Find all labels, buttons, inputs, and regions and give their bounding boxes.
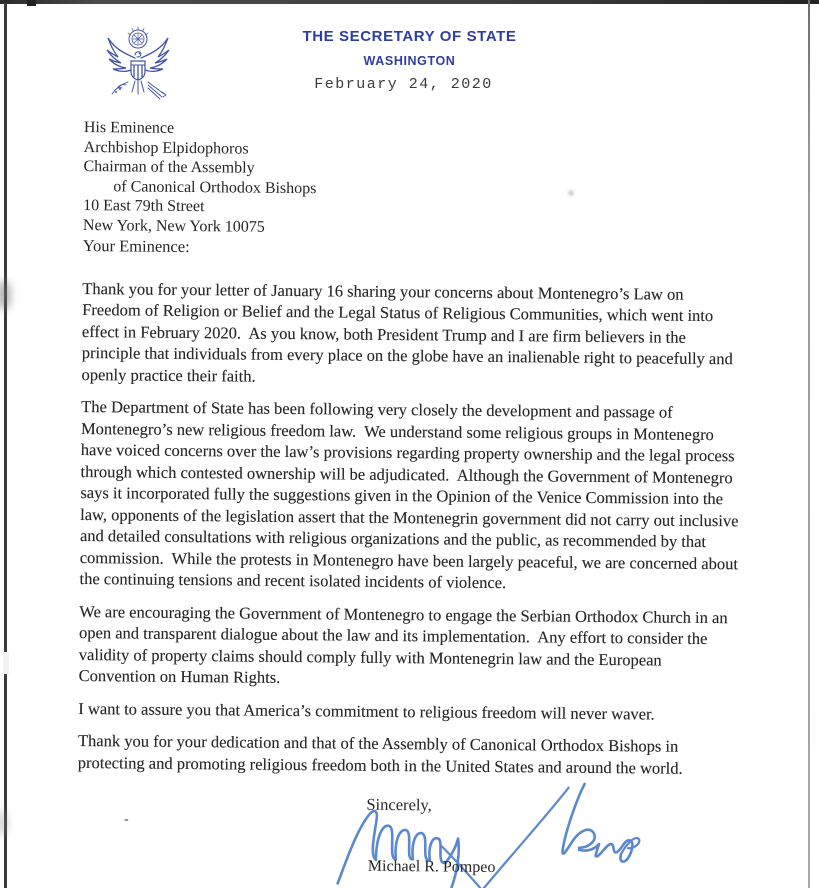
recipient-line: of Canonical Orthodox Bishops: [113, 177, 317, 197]
typed-signature-name: Michael R. Pompeo: [367, 857, 496, 876]
letterhead: [0, 28, 819, 93]
body-paragraph: The Department of State has been following very closely the development and passage of Montenegro’s new religious freedom law. We understand some religious groups in Montenegro have voiced concerns over the law’s provisions regarding property ownership and the legal process through which contested ownership will be adjudicated. Although the Government of Montenegro says it incorporated fully the suggestions given in the Opinion of the Venice Commission into the law, opponents of the legislation assert that the Montenegrin government did not carry out inclusive and detailed consultations with religious organizations and the public, as recommended by that commission. While the protests in Montenegro have been largely peaceful, we are concerned about the continuing tensions and recent isolated incidents of violence.: [79, 396, 743, 593]
letterhead-title: THE SECRETARY OF STATE: [302, 28, 517, 45]
letter-content: [76, 118, 745, 888]
body-paragraph: Thank you for your letter of January 16 sharing your concerns about Montenegro’s Law on Freedom of Religion or Belief and the Legal Status of Religious Communities, which went into effect in February 2020. As you know, both President Trump and I are firm believers in the principle that individuals from every place on the globe have an inalienable right to peacefully and openly practice their faith.: [81, 278, 737, 386]
salutation: Your Eminence:: [82, 235, 190, 257]
letterhead-city: WASHINGTON: [363, 54, 456, 68]
body-paragraph: We are encouraging the Government of Montenegro to engage the Serbian Orthodox Church in an open and transparent dialogue about the law and its implementation. Any effort to consider the validity of property claims should comply fully with Montenegrin law and the European Convention on Human Rights.: [78, 601, 732, 687]
recipient-line: His Eminence: [83, 118, 175, 137]
body-paragraph: I want to assure you that America’s commitment to religious freedom will never waver.: [78, 698, 655, 724]
scan-smudge: [0, 280, 11, 310]
scan-edge-left-gap: [3, 652, 9, 674]
scan-notch: [27, 0, 36, 6]
scan-edge-top: [0, 0, 819, 4]
body-paragraph: Thank you for your dedication and that of the Assembly of Canonical Orthodox Bishops in protecting and promoting religious freedom both in the United States and around the world.: [77, 730, 683, 778]
letter-date: February 24, 2020: [314, 76, 493, 93]
recipient-line: 10 East 79th Street: [83, 196, 205, 216]
recipient-line: Archbishop Elpidophoros: [83, 138, 249, 158]
recipient-line: Chairman of the Assembly: [83, 157, 255, 177]
scan-edge-right: [808, 0, 810, 888]
closing-block: [76, 791, 739, 888]
recipient-line: New York, New York 10075: [82, 216, 265, 236]
scan-edge-left: [4, 3, 7, 888]
recipient-address: [83, 118, 746, 241]
stray-mark: -: [124, 812, 129, 827]
valediction: Sincerely,: [366, 794, 432, 815]
